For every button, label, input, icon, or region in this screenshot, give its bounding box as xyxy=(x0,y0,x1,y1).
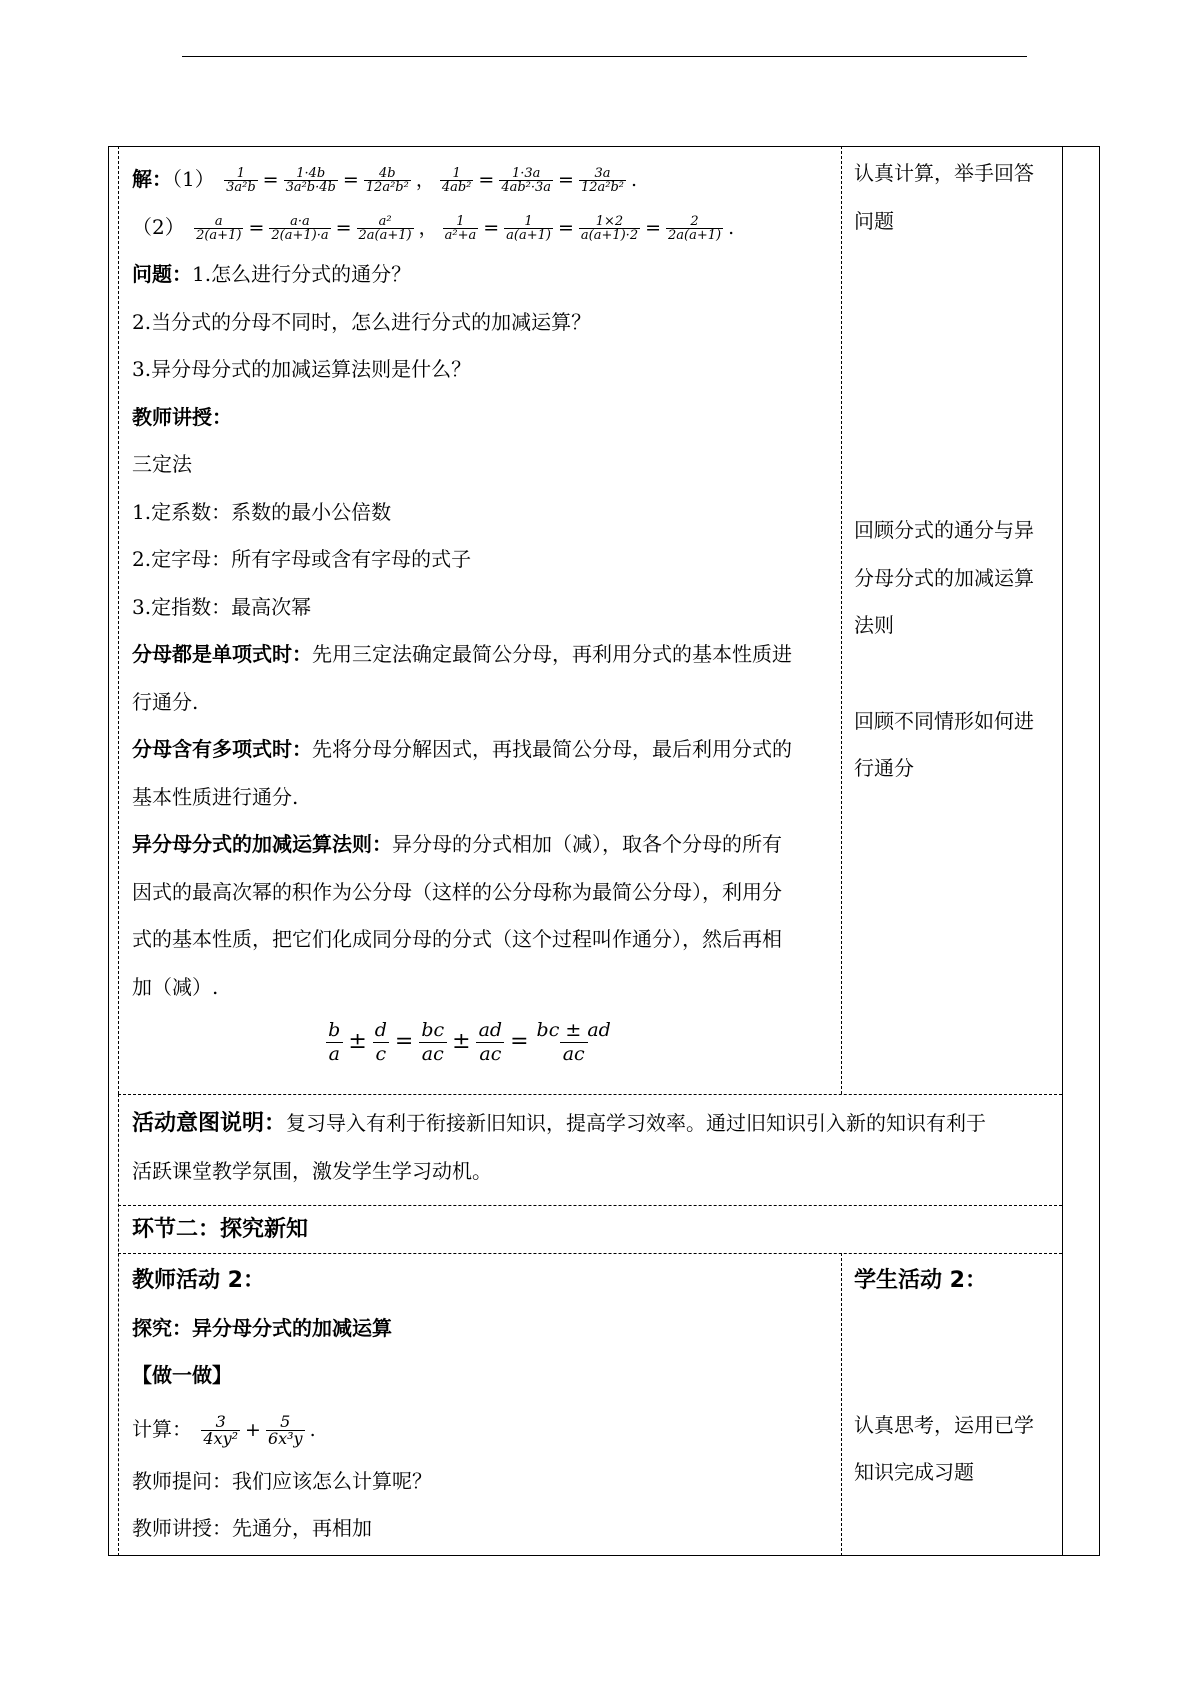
math-operator: = xyxy=(478,169,495,191)
solution-2-expression xyxy=(191,213,736,243)
math-operator: = xyxy=(483,216,500,239)
fraction xyxy=(579,215,640,242)
calc-expression xyxy=(198,1411,317,1448)
fraction xyxy=(194,215,243,242)
math-operator: + xyxy=(245,1418,261,1441)
math-operator: = xyxy=(510,1028,529,1054)
solution-2 xyxy=(132,204,837,252)
monomial-text-1: 先用三定法确定最简公分母，再利用分式的基本性质进 xyxy=(312,642,792,666)
fraction xyxy=(476,1019,506,1066)
math-operator: = xyxy=(394,1028,414,1054)
rule-formula xyxy=(132,1011,837,1073)
fraction xyxy=(534,1019,614,1066)
column-divider-top xyxy=(841,146,842,1094)
fraction-numerator: a xyxy=(214,213,223,229)
fraction xyxy=(284,167,338,194)
calc-label: 计算： xyxy=(132,1416,192,1441)
left-dashed-border xyxy=(118,146,119,1094)
rule-paragraph xyxy=(132,821,837,869)
math-operator: ， xyxy=(415,169,435,191)
solution-2-number: （2） xyxy=(132,214,185,239)
math-operator: = xyxy=(342,169,359,191)
right-inner-border xyxy=(1062,146,1063,1556)
fraction-denominator: 2a(a+1) xyxy=(358,227,412,243)
fraction xyxy=(499,167,553,194)
student-activity-2-text-1: 认真思考，运用已学 xyxy=(854,1412,1034,1437)
solution-1-number: （1） xyxy=(172,167,215,191)
fraction-denominator: 2(a+1)·a xyxy=(271,227,329,243)
fraction xyxy=(443,215,479,242)
rule-text-4: 加（减）. xyxy=(132,974,219,999)
fraction xyxy=(364,167,411,194)
fraction-numerator: 1 xyxy=(456,213,465,229)
math-operator: ， xyxy=(418,216,438,239)
fraction-denominator: 2(a+1) xyxy=(196,227,242,243)
explore-title: 探究：异分母分式的加减运算 xyxy=(132,1315,392,1340)
fraction xyxy=(224,167,258,194)
math-operator: ± xyxy=(348,1028,367,1054)
student-note-2c: 法则 xyxy=(854,613,894,637)
row-divider-activity2 xyxy=(118,1253,1062,1254)
fraction-numerator: 1×2 xyxy=(595,213,624,229)
fraction-numerator: 1 xyxy=(236,166,246,181)
polynomial-label: 分母含有多项式时： xyxy=(132,737,312,761)
left-dashed-border-lower xyxy=(118,1094,119,1556)
math-operator: = xyxy=(335,216,352,239)
fraction-numerator: 1 xyxy=(452,166,461,181)
fraction-denominator: a²+a xyxy=(444,227,477,243)
fraction-numerator: 3a xyxy=(594,166,611,181)
intent-text-1: 复习导入有利于衔接新旧知识，提高学习效率。通过旧知识引入新的知识有利于 xyxy=(286,1111,987,1135)
solution-1-expression xyxy=(221,166,639,195)
fraction-denominator: ac xyxy=(476,1042,504,1066)
fraction-denominator: ac xyxy=(419,1042,447,1066)
fraction-denominator: a(a+1)·2 xyxy=(580,227,639,243)
intent-line-1 xyxy=(132,1100,1057,1148)
fraction-numerator: 1 xyxy=(524,213,533,229)
student-note-2b: 分母分式的加减运算 xyxy=(854,565,1034,590)
fraction-denominator: 12a²b² xyxy=(365,180,409,195)
fraction xyxy=(269,215,330,242)
fraction xyxy=(579,167,626,194)
student-note-3b: 行通分 xyxy=(854,756,914,780)
monomial-text-2: 行通分. xyxy=(132,689,199,714)
header-rule xyxy=(182,56,1027,57)
fraction xyxy=(325,1019,343,1066)
fraction xyxy=(372,1019,390,1066)
right-column-content xyxy=(854,150,1059,793)
fraction xyxy=(418,1019,447,1066)
column-divider-bottom xyxy=(841,1253,842,1556)
solution-1 xyxy=(132,156,837,204)
fraction-numerator: ad xyxy=(478,1018,503,1041)
fraction xyxy=(440,167,474,194)
method-2: 2.定字母：所有字母或含有字母的式子 xyxy=(132,547,472,571)
student-activity-2-title: 学生活动 2： xyxy=(854,1268,987,1293)
fraction-denominator: 2a(a+1) xyxy=(668,227,722,243)
teacher-lecture-label: 教师讲授： xyxy=(132,404,232,429)
intent-row xyxy=(132,1100,1057,1195)
intent-text-2: 活跃课堂教学氛围，激发学生学习动机。 xyxy=(132,1158,492,1183)
fraction-numerator: 2 xyxy=(690,213,699,229)
method-title: 三定法 xyxy=(132,452,192,476)
fraction-denominator: a xyxy=(326,1042,343,1066)
fraction xyxy=(266,1411,305,1448)
rule-text-1: 异分母的分式相加（减），取各个分母的所有 xyxy=(392,832,782,856)
fraction-denominator: 4ab² xyxy=(441,180,472,195)
fraction-denominator: 4xy² xyxy=(203,1428,239,1448)
fraction-numerator: bc xyxy=(421,1018,445,1041)
student-note-1b: 问题 xyxy=(854,208,894,233)
row-divider-section2 xyxy=(118,1205,1062,1206)
rule-label: 异分母分式的加减运算法则： xyxy=(132,832,392,856)
math-operator: . xyxy=(631,169,638,191)
question-1-text: 1.怎么进行分式的通分？ xyxy=(192,262,412,286)
student-note-1a: 认真计算，举手回答 xyxy=(854,161,1034,185)
fraction-numerator: b xyxy=(328,1018,341,1041)
question-3: 3.异分母分式的加减运算法则是什么？ xyxy=(132,357,472,381)
fraction-denominator: a(a+1) xyxy=(506,227,551,243)
polynomial-case xyxy=(132,726,837,774)
math-operator: = xyxy=(558,169,574,191)
fraction-numerator: bc ± ad xyxy=(536,1018,611,1041)
row-divider-intent xyxy=(118,1094,1062,1095)
calc-exercise xyxy=(132,1400,832,1458)
monomial-label: 分母都是单项式时： xyxy=(132,642,312,666)
fraction xyxy=(357,215,414,242)
fraction-denominator: 3a²b·4b xyxy=(285,180,336,195)
fraction xyxy=(504,215,553,242)
fraction-numerator: 1·4b xyxy=(296,166,326,181)
fraction-denominator: 3a²b xyxy=(226,180,256,195)
teacher-activity-2-title: 教师活动 2： xyxy=(132,1268,265,1293)
question-1 xyxy=(132,251,837,299)
teacher-question: 教师提问：我们应该怎么计算呢？ xyxy=(132,1468,432,1493)
fraction-numerator: d xyxy=(374,1018,387,1041)
solution-label: 解： xyxy=(132,167,172,191)
fraction-denominator: ac xyxy=(560,1042,588,1066)
math-operator: = xyxy=(645,216,662,239)
question-2: 2.当分式的分母不同时，怎么进行分式的加减运算？ xyxy=(132,309,592,334)
student-note-3a: 回顾不同情形如何进 xyxy=(854,708,1034,733)
fraction xyxy=(666,215,723,242)
fraction-numerator: 1·3a xyxy=(511,166,541,181)
polynomial-text-2: 基本性质进行通分. xyxy=(132,784,299,809)
rule-text-2: 因式的最高次幂的积作为公分母（这样的公分母称为最简公分母），利用分 xyxy=(132,879,782,904)
math-operator: = xyxy=(557,216,574,239)
left-column-content xyxy=(132,156,837,1073)
math-operator: . xyxy=(728,216,735,239)
fraction-numerator: a·a xyxy=(290,213,310,229)
fraction-denominator: 12a²b² xyxy=(580,180,625,195)
fraction-numerator: 4b xyxy=(379,166,396,181)
student-note-2a: 回顾分式的通分与异 xyxy=(854,518,1034,542)
polynomial-text-1: 先将分母分解因式，再找最简公分母，最后利用分式的 xyxy=(312,737,792,761)
fraction-denominator: 4ab²·3a xyxy=(501,180,552,195)
section-2-title: 环节二：探究新知 xyxy=(132,1217,309,1242)
math-operator: = xyxy=(248,216,265,239)
teacher-answer: 教师讲授：先通分，再相加 xyxy=(132,1516,372,1540)
teacher-activity-2 xyxy=(132,1257,832,1553)
fraction-numerator: 3 xyxy=(215,1411,226,1431)
math-operator: ± xyxy=(452,1028,471,1054)
fraction-denominator: 6x³y xyxy=(267,1428,303,1448)
fraction-numerator: a² xyxy=(378,213,392,229)
fraction xyxy=(201,1411,240,1448)
math-operator: = xyxy=(262,169,279,191)
do-it-title: 【做一做】 xyxy=(132,1363,232,1387)
rule-text-3: 式的基本性质，把它们化成同分母的分式（这个过程叫作通分），然后再相 xyxy=(132,927,782,951)
question-label: 问题： xyxy=(132,262,192,286)
fraction-numerator: 5 xyxy=(280,1411,291,1431)
student-activity-2-text-2: 知识完成习题 xyxy=(854,1460,974,1484)
rule-formula-expression xyxy=(322,1019,617,1066)
monomial-case xyxy=(132,631,837,679)
fraction-denominator: c xyxy=(373,1042,390,1066)
student-activity-2 xyxy=(854,1257,1059,1497)
intent-label: 活动意图说明： xyxy=(132,1111,287,1136)
method-1: 1.定系数：系数的最小公倍数 xyxy=(132,499,392,524)
math-operator: . xyxy=(309,1418,316,1441)
method-3: 3.定指数：最高次幂 xyxy=(132,594,312,619)
